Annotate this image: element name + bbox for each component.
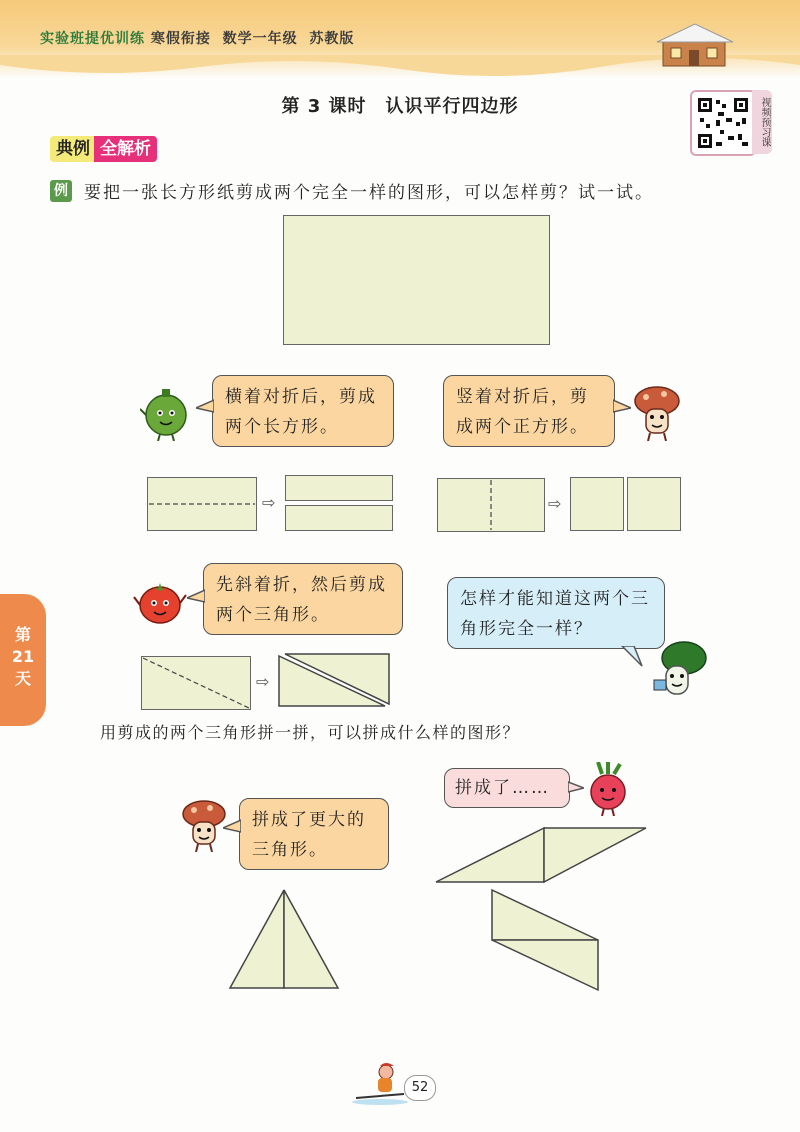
rectangle-paper [283,215,550,345]
arrow-right-icon: ⇨ [262,493,276,512]
page-number: 52 [404,1075,436,1101]
bubble-tail [613,398,631,416]
bubble-tail [223,818,241,836]
arrow-right-icon: ⇨ [548,494,562,513]
mushroom-character-icon [180,800,228,852]
bubble-tail [187,588,205,606]
house-illustration [655,20,735,68]
day-side-tab [0,594,46,726]
book-series-title [40,28,354,48]
radish-character-icon [584,762,632,816]
badge-part2: 全解析 [94,136,157,162]
example-mark: 例 [50,180,72,202]
series-subject: 数学一年级 [222,31,298,47]
fold-line-vertical [437,478,545,532]
arrow-right-icon: ⇨ [256,672,270,691]
cut-triangles [277,652,391,710]
bokchoy-character-icon [648,640,710,702]
example-question: 要把一张长方形纸剪成两个完全一样的图形，可以怎样剪？试一试。 [84,183,654,203]
series-edition: 苏教版 [309,31,355,47]
speech-bubble-question: 怎样才能知道这两个三角形完全一样？ [447,577,665,649]
instruction-text: 用剪成的两个三角形拼一拼，可以拼成什么样的图形？ [100,723,521,742]
tomato-character-icon [132,575,188,629]
bubble-tail [568,780,584,796]
lesson-title: 第 3 课时 认识平行四边形 [281,96,519,117]
fold-line-horizontal [147,477,257,531]
combined-parallelogram-1 [434,826,648,884]
cut-rectangle-top [285,475,393,501]
bubble-tail [196,398,214,416]
side-tab-line3: 天 [14,669,31,688]
side-tab-line2: 21 [11,647,35,666]
mushroom-character-icon [632,385,682,441]
qr-label: 视频预习课 [752,90,772,154]
speech-bubble-horizontal-fold: 横着对折后，剪成两个长方形。 [212,375,394,447]
cut-square-right [627,477,681,531]
cut-rectangle-bottom [285,505,393,531]
speech-bubble-diagonal-fold: 先斜着折，然后剪成两个三角形。 [203,563,403,635]
section-badge [50,136,157,162]
skier-illustration [350,1060,410,1106]
side-tab-line1: 第 [14,625,31,644]
badge-part1: 典例 [50,136,94,162]
fold-line-diagonal [141,656,251,710]
pepper-character-icon [140,385,192,441]
qr-code[interactable] [690,90,756,156]
cut-square-left [570,477,624,531]
combined-parallelogram-2 [490,888,600,992]
speech-bubble-bigger-triangle: 拼成了更大的三角形。 [239,798,389,870]
bubble-tail [620,646,644,668]
combined-big-triangle [228,888,340,990]
speech-bubble-vertical-fold: 竖着对折后，剪成两个正方形。 [443,375,615,447]
series-subtitle: 寒假衔接 [150,31,211,47]
speech-bubble-made-into: 拼成了…… [444,768,570,808]
series-name: 实验班提优训练 [40,31,145,47]
